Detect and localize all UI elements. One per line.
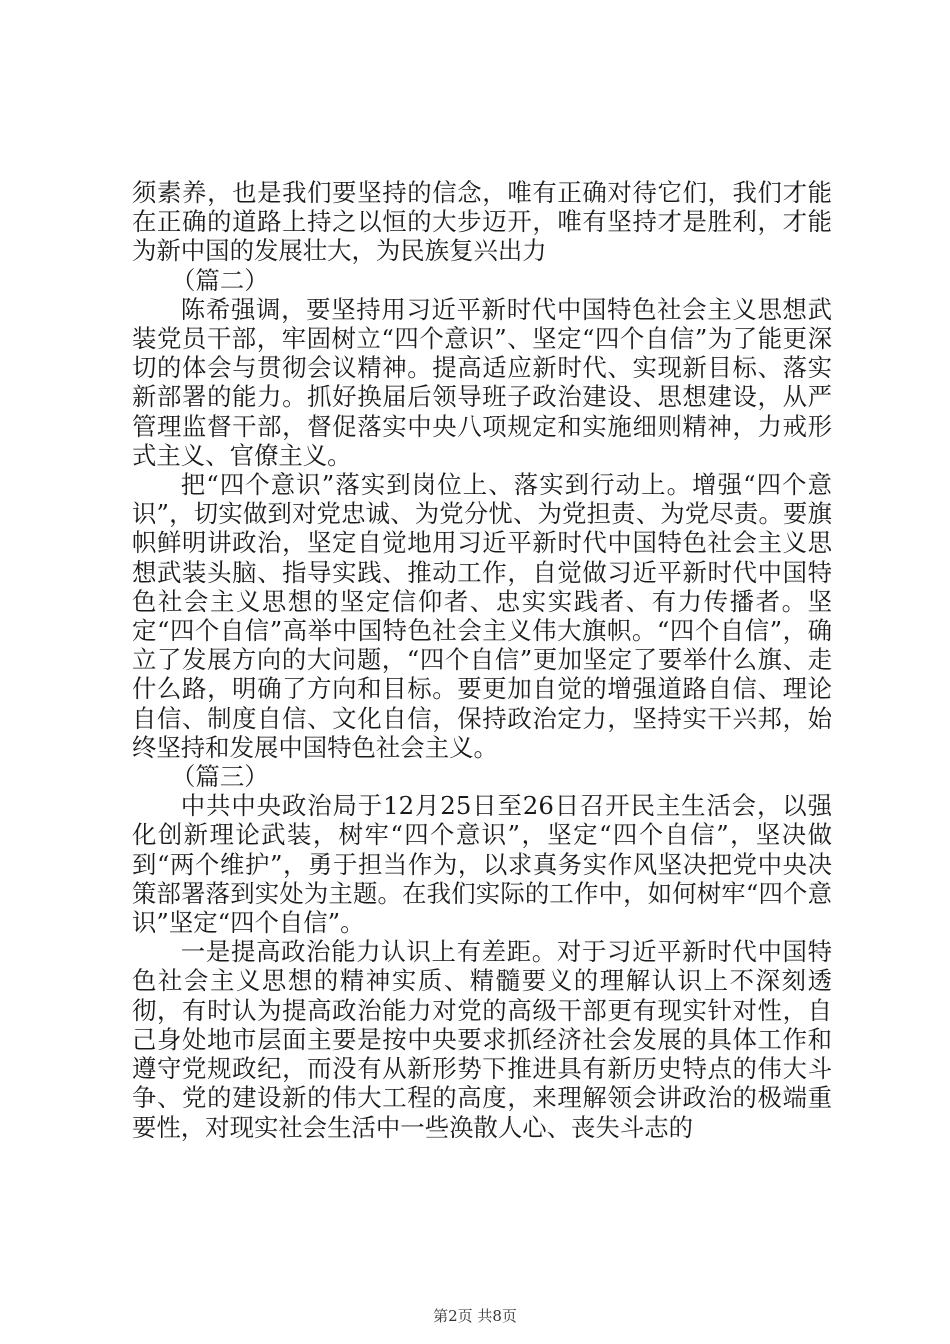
page-footer [0, 1305, 950, 1326]
paragraph: 中共中央政治局于12月25日至26日召开民主生活会，以强化创新理论武装，树牢“四个意识”，坚定“四个自信”，坚决做到“两个维护”，勇于担当作为，以求真务实作风坚决把党中央决策部署落到实处为主题。在我们实际的工作中，如何树牢“四个意识”坚定“四个自信”。 [132, 791, 832, 938]
page-number: 第2页 共8页 [433, 1307, 517, 1325]
paragraph: 陈希强调，要坚持用习近平新时代中国特色社会主义思想武装党员干部，牢固树立“四个意识”、坚定“四个自信”为了能更深切的体会与贯彻会议精神。提高适应新时代、实现新目标、落实新部署的能力。抓好换届后领导班子政治建设、思想建设，从严管理监督干部，督促落实中央八项规定和实施细则精神，力戒形式主义、官僚主义。 [132, 294, 832, 470]
document-body [132, 178, 832, 1142]
section-heading: （篇二） [171, 265, 269, 295]
section-heading: （篇三） [171, 762, 269, 792]
paragraph: 把“四个意识”落实到岗位上、落实到行动上。增强“四个意识”，切实做到对党忠诚、为党分忧、为党担责、为党尽责。要旗帜鲜明讲政治，坚定自觉地用习近平新时代中国特色社会主义思想武装头脑、指导实践、推动工作，自觉做习近平新时代中国特色社会主义思想的坚定信仰者、忠实实践者、有力传播者。坚定“四个自信”高举中国特色社会主义伟大旗帜。“四个自信”，确立了发展方向的大问题，“四个自信”更加坚定了要举什么旗、走什么路，明确了方向和目标。要更加自觉的增强道路自信、理论自信、制度自信、文化自信，保持政治定力，坚持实干兴邦，始终坚持和发展中国特色社会主义。 [132, 470, 832, 762]
paragraph: 须素养，也是我们要坚持的信念，唯有正确对待它们，我们才能在正确的道路上持之以恒的大步迈开，唯有坚持才是胜利，才能为新中国的发展壮大，为民族复兴出力 [132, 178, 832, 266]
paragraph: 一是提高政治能力认识上有差距。对于习近平新时代中国特色社会主义思想的精神实质、精髓要义的理解认识上不深刻透彻，有时认为提高政治能力对党的高级干部更有现实针对性，自己身处地市层面主要是按中央要求抓经济社会发展的具体工作和遵守党规政纪，而没有从新形势下推进具有新历史特点的伟大斗争、党的建设新的伟大工程的高度，来理解领会讲政治的极端重要性，对现实社会生活中一些涣散人心、丧失斗志的 [132, 937, 832, 1142]
